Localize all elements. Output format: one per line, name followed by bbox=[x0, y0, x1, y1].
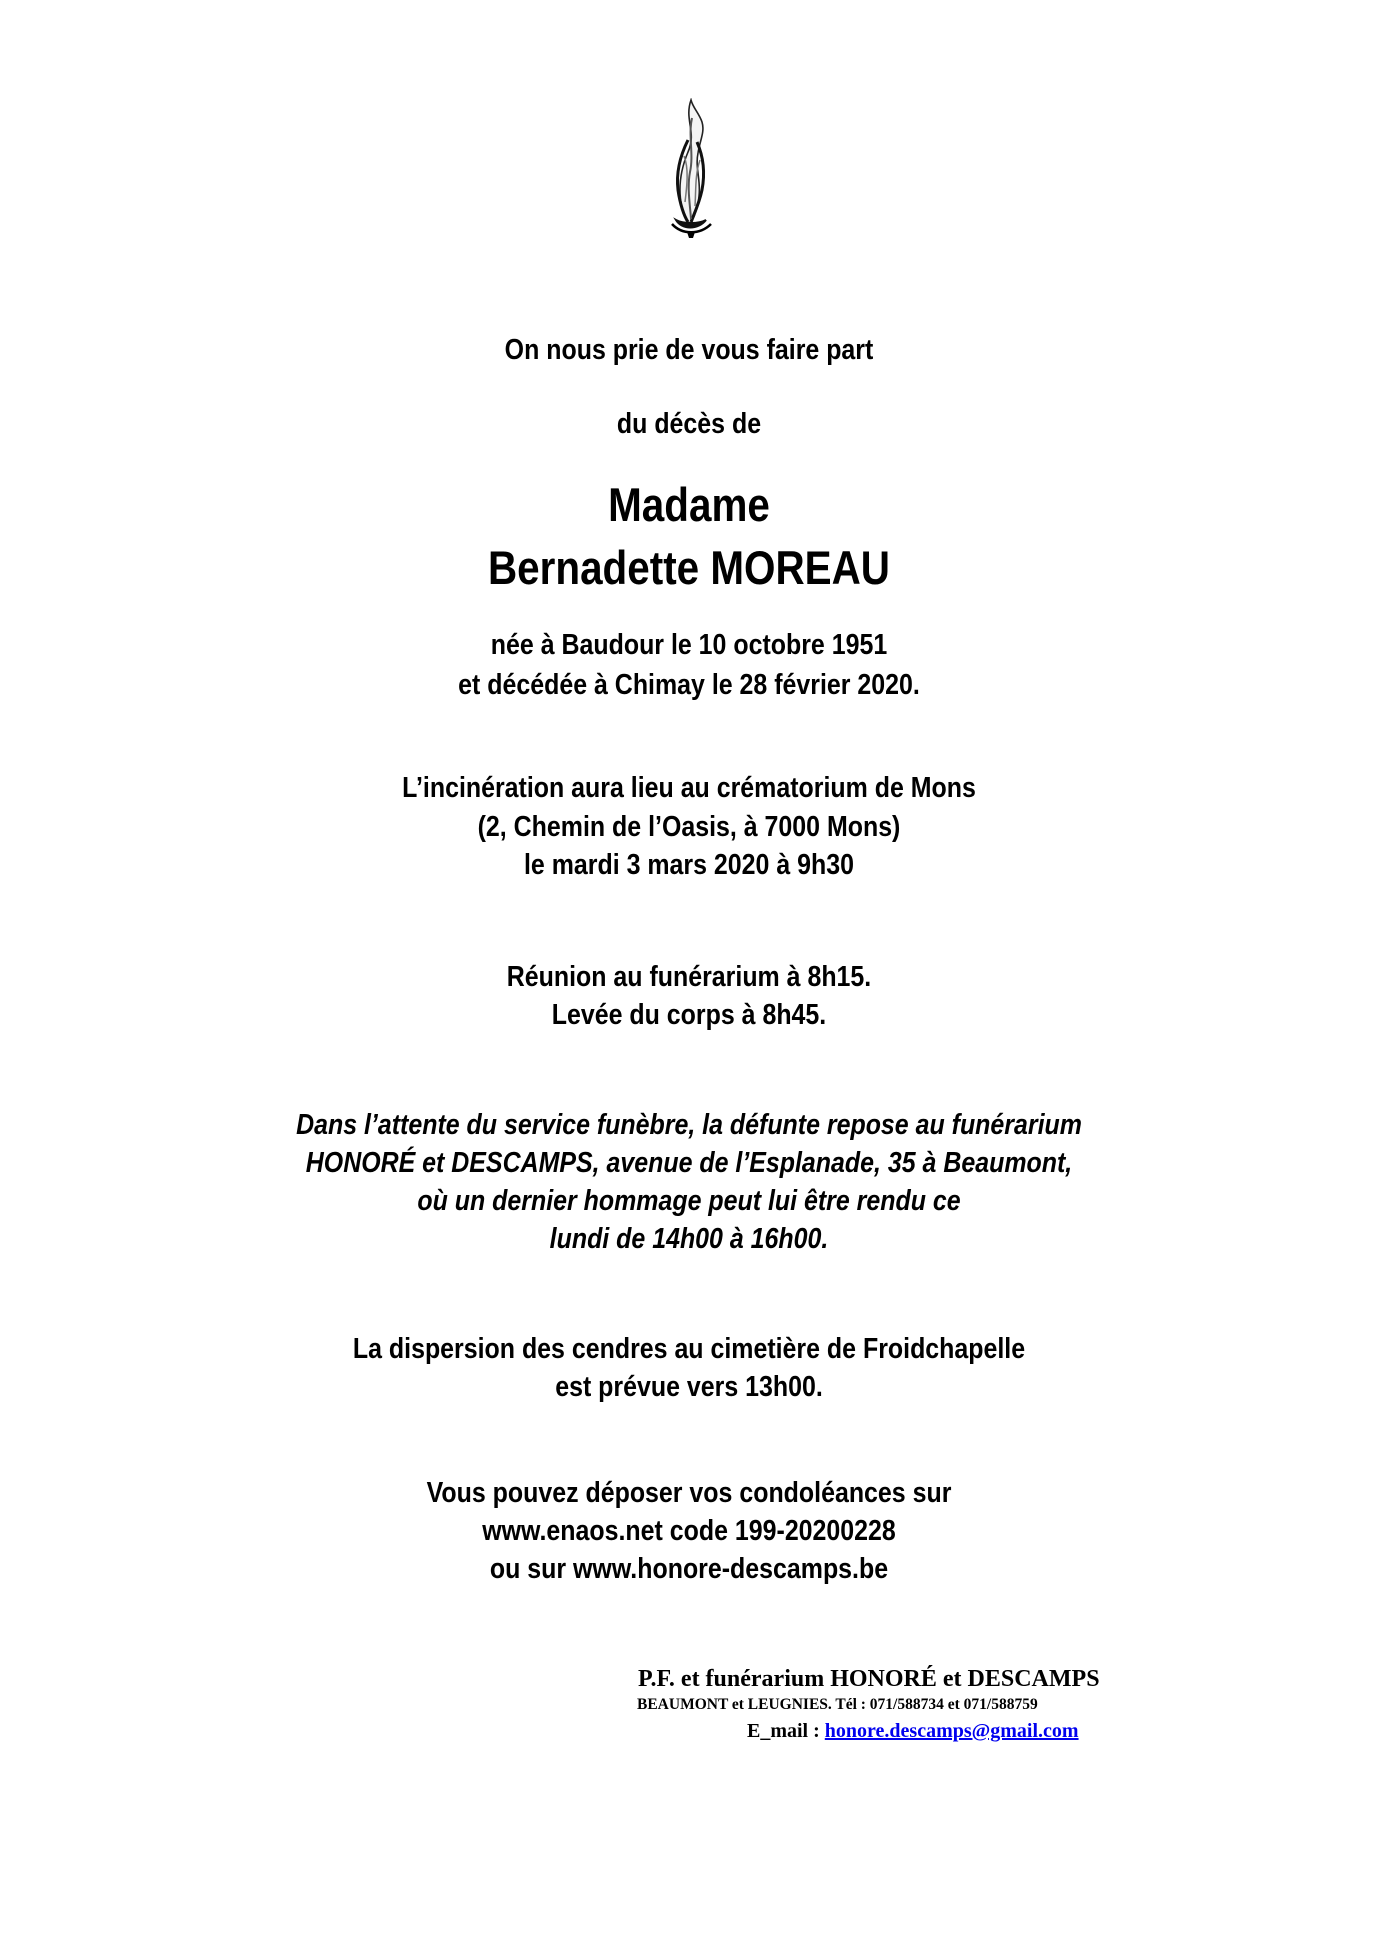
meeting-line-1: Réunion au funérarium à 8h15. bbox=[506, 961, 872, 993]
cremation-line-1: L’incinération aura lieu au crématorium de Mons bbox=[402, 772, 976, 804]
email-link[interactable]: honore.descamps@gmail.com bbox=[824, 1720, 1079, 1742]
deceased-name: Bernadette MOREAU bbox=[487, 541, 890, 594]
death-line: et décédée à Chimay le 28 février 2020. bbox=[458, 669, 920, 701]
footer-email-label: E_mail : bbox=[747, 1720, 825, 1742]
intro-line-2: du décès de bbox=[616, 408, 762, 440]
condolences-line-3: ou sur www.honore-descamps.be bbox=[489, 1553, 889, 1585]
condolences-line-2: www.enaos.net code 199-20200228 bbox=[482, 1515, 896, 1547]
footer-email-line bbox=[747, 1718, 1079, 1744]
cremation-line-3: le mardi 3 mars 2020 à 9h30 bbox=[524, 849, 854, 881]
ashes-line-2: est prévue vers 13h00. bbox=[555, 1371, 823, 1403]
viewing-line-4: lundi de 14h00 à 16h00. bbox=[549, 1223, 829, 1255]
meeting-line-2: Levée du corps à 8h45. bbox=[551, 999, 827, 1031]
viewing-line-2: HONORÉ et DESCAMPS, avenue de l’Esplanade, 35 à Beaumont, bbox=[305, 1147, 1073, 1179]
footer-company: P.F. et funérarium HONORÉ et DESCAMPS bbox=[638, 1666, 1100, 1692]
footer-locations-phone: BEAUMONT et LEUGNIES. Tél : 071/588734 et 071/588759 bbox=[637, 1696, 1038, 1713]
viewing-line-1: Dans l’attente du service funèbre, la défunte repose au funérarium bbox=[296, 1109, 1082, 1141]
viewing-line-3: où un dernier hommage peut lui être rendu ce bbox=[417, 1185, 961, 1217]
flame-icon bbox=[664, 98, 716, 240]
cremation-line-2: (2, Chemin de l’Oasis, à 7000 Mons) bbox=[477, 811, 901, 843]
ashes-line-1: La dispersion des cendres au cimetière de Froidchapelle bbox=[352, 1333, 1026, 1365]
birth-line: née à Baudour le 10 octobre 1951 bbox=[490, 629, 888, 661]
intro-line-1: On nous prie de vous faire part bbox=[504, 334, 874, 366]
deceased-title: Madame bbox=[608, 478, 770, 531]
condolences-line-1: Vous pouvez déposer vos condoléances sur bbox=[426, 1477, 952, 1509]
